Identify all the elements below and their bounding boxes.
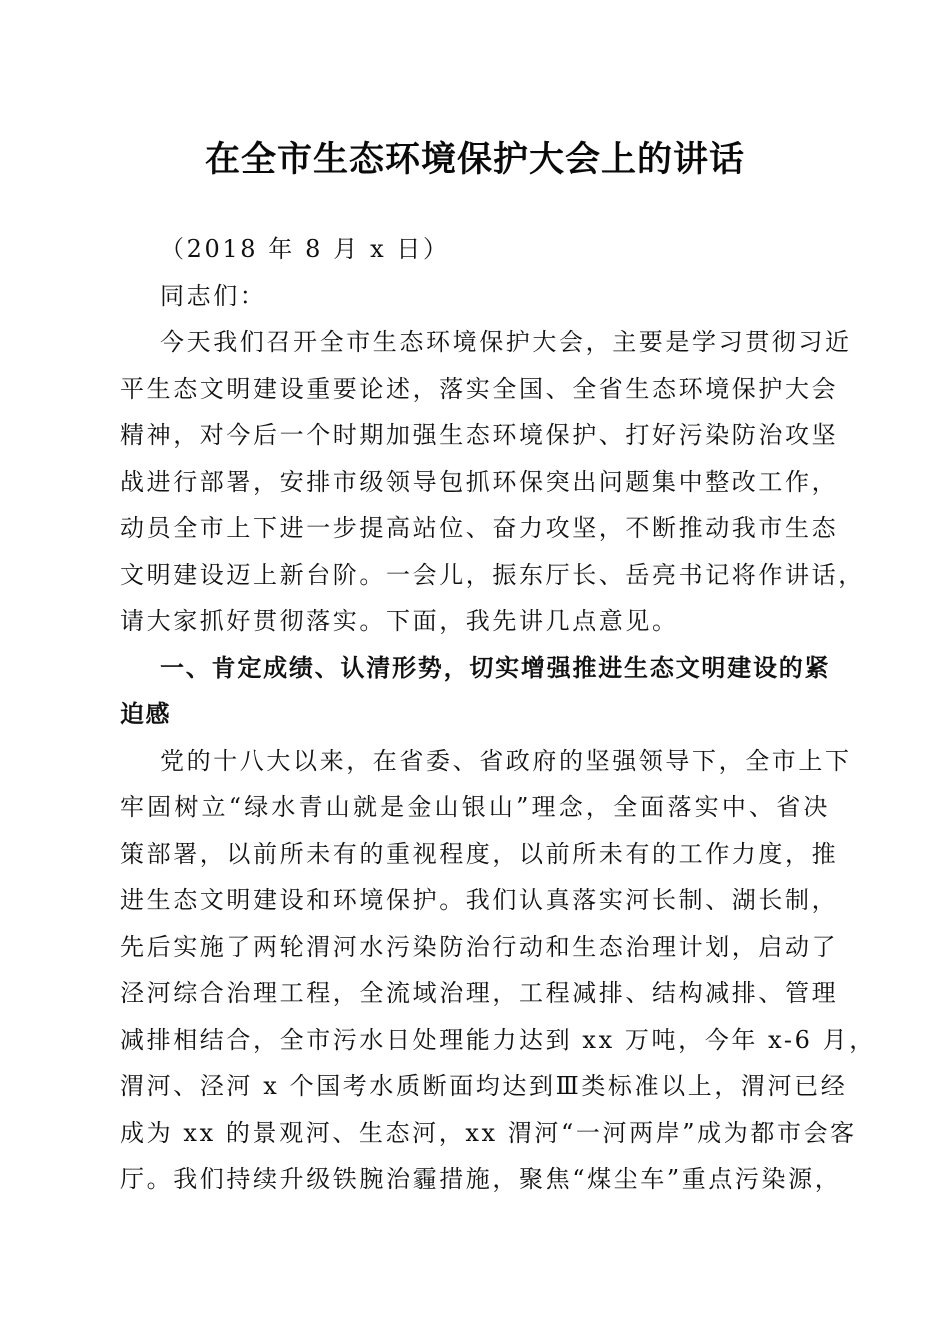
paragraph-1-line: 文明建设迈上新台阶。一会儿，振东厅长、岳亮书记将作讲话， bbox=[120, 560, 865, 589]
paragraph-2-line: 进生态文明建设和环境保护。我们认真落实河长制、湖长制， bbox=[120, 886, 839, 914]
document-body bbox=[120, 226, 876, 1203]
paragraph-2-line: 策部署，以前所未有的重视程度，以前所未有的工作力度，推 bbox=[120, 839, 839, 868]
section-heading-1-line: 迫感 bbox=[120, 700, 171, 728]
paragraph-2-line: 渭河、泾河 x 个国考水质断面均达到Ⅲ类标准以上，渭河已经 bbox=[120, 1072, 848, 1100]
paragraph-2-line: 牢固树立“绿水青山就是金山银山”理念，全面落实中、省决 bbox=[120, 793, 830, 821]
paragraph-1-line: 请大家抓好贯彻落实。下面，我先讲几点意见。 bbox=[120, 607, 679, 635]
paragraph-1-line: 战进行部署，安排市级领导包抓环保突出问题集中整改工作， bbox=[120, 467, 839, 496]
paragraph-1-line: 今天我们召开全市生态环境保护大会，主要是学习贯彻习近 bbox=[160, 328, 852, 356]
paragraph-2-line: 厅。我们持续升级铁腕治霾措施，聚焦“煤尘车”重点污染源， bbox=[120, 1165, 842, 1193]
paragraph-2-line: 党的十八大以来，在省委、省政府的坚强领导下，全市上下 bbox=[160, 746, 852, 775]
paragraph-2-line: 减排相结合，全市污水日处理能力达到 xx 万吨，今年 x-6 月， bbox=[120, 1025, 876, 1054]
paragraph-1-line: 动员全市上下进一步提高站位、奋力攻坚，不断推动我市生态 bbox=[120, 514, 839, 542]
speech-date: （2018 年 8 月 x 日） bbox=[160, 235, 450, 263]
paragraph-1-line: 平生态文明建设重要论述，落实全国、全省生态环境保护大会 bbox=[120, 374, 839, 403]
section-heading-1-line: 一、肯定成绩、认清形势，切实增强推进生态文明建设的紧 bbox=[160, 653, 830, 682]
paragraph-2-line: 成为 xx 的景观河、生态河，xx 渭河“一河两岸”成为都市会客 bbox=[120, 1118, 857, 1147]
paragraph-2-line: 先后实施了两轮渭河水污染防治行动和生态治理计划，启动了 bbox=[120, 932, 839, 961]
paragraph-1-line: 精神，对今后一个时期加强生态环境保护、打好污染防治攻坚 bbox=[120, 421, 839, 449]
paragraph-2-line: 泾河综合治理工程，全流域治理，工程减排、结构减排、管理 bbox=[120, 979, 839, 1007]
salutation: 同志们： bbox=[160, 281, 267, 310]
document-title: 在全市生态环境保护大会上的讲话 bbox=[204, 139, 745, 180]
